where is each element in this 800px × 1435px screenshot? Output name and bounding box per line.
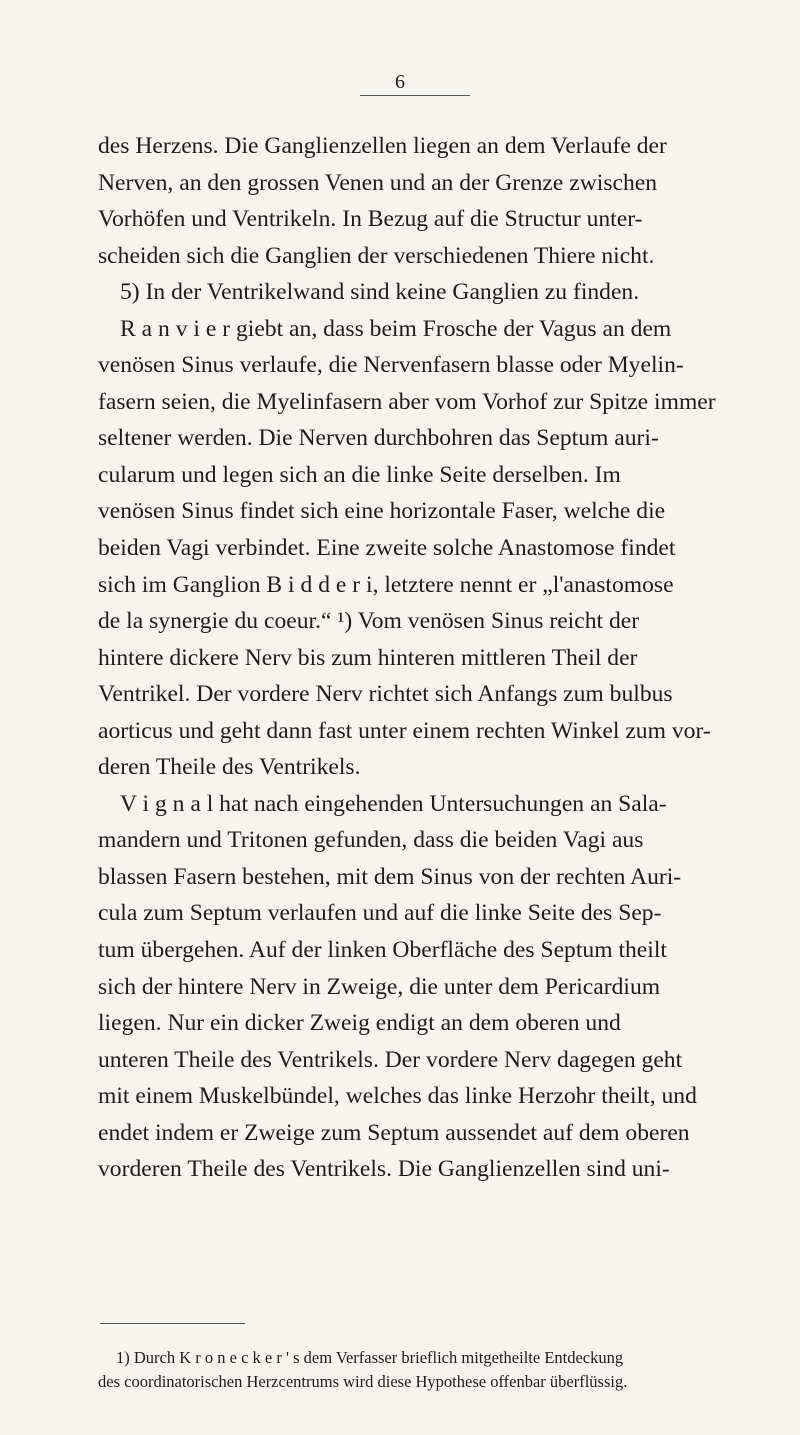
body-line: unteren Theile des Ventrikels. Der vordere Nerv dagegen geht bbox=[98, 1046, 683, 1073]
body-line: mit einem Muskelbündel, welches das linke Herzohr theilt, und bbox=[98, 1083, 697, 1110]
body-line: vorderen Theile des Ventrikels. Die Ganglienzellen sind uni- bbox=[98, 1156, 670, 1183]
body-line: fasern seien, die Myelinfasern aber vom Vorhof zur Spitze immer bbox=[98, 388, 716, 415]
footnote-rule bbox=[100, 1323, 245, 1324]
body-line: aorticus und geht dann fast unter einem rechten Winkel zum vor- bbox=[98, 717, 711, 744]
body-line: beiden Vagi verbindet. Eine zweite solche Anastomose findet bbox=[98, 535, 676, 562]
body-line: Vorhöfen und Ventrikeln. In Bezug auf die Structur unter- bbox=[98, 206, 643, 233]
footnotes bbox=[98, 1346, 788, 1393]
body-line: scheiden sich die Ganglien der verschiedenen Thiere nicht. bbox=[98, 242, 655, 269]
body-line: V i g n a l hat nach eingehenden Untersuchungen an Sala- bbox=[120, 790, 667, 817]
body-line: tum übergehen. Auf der linken Oberfläche des Septum theilt bbox=[98, 937, 667, 964]
body-line: deren Theile des Ventrikels. bbox=[98, 754, 361, 781]
body-line: Nerven, an den grossen Venen und an der Grenze zwischen bbox=[98, 169, 658, 196]
body-line: mandern und Tritonen gefunden, dass die beiden Vagi aus bbox=[98, 827, 644, 854]
body-line: seltener werden. Die Nerven durchbohren das Septum auri- bbox=[98, 425, 659, 452]
body-line: sich im Ganglion B i d d e r i, letztere nennt er „l'anastomose bbox=[98, 571, 674, 598]
body-line: endet indem er Zweige zum Septum aussendet auf dem oberen bbox=[98, 1119, 690, 1146]
page-number: 6 bbox=[395, 71, 405, 93]
body-line: liegen. Nur ein dicker Zweig endigt an dem oberen und bbox=[98, 1010, 621, 1037]
body-line: hintere dickere Nerv bis zum hinteren mittleren Theil der bbox=[98, 644, 638, 671]
body-line: des Herzens. Die Ganglienzellen liegen an dem Verlaufe der bbox=[98, 133, 667, 159]
body-line: Ventrikel. Der vordere Nerv richtet sich Anfangs zum bulbus bbox=[98, 681, 673, 708]
body-line: venösen Sinus findet sich eine horizontale Faser, welche die bbox=[98, 498, 666, 525]
body-line: cula zum Septum verlaufen und auf die linke Seite des Sep- bbox=[98, 900, 662, 927]
footnote-line: 1) Durch K r o n e c k e r ' s dem Verfasser brieflich mitgetheilte Entdeckung bbox=[116, 1348, 624, 1367]
body-line: de la synergie du coeur.“ ¹) Vom venösen Sinus reicht der bbox=[98, 608, 640, 635]
body-line: blassen Fasern bestehen, mit dem Sinus von der rechten Auri- bbox=[98, 863, 682, 890]
body-line: R a n v i e r giebt an, dass beim Frosche der Vagus an dem bbox=[120, 315, 672, 342]
header-rule bbox=[360, 95, 470, 96]
body-line: cularum und legen sich an die linke Seite derselben. Im bbox=[98, 461, 621, 488]
body-line: venösen Sinus verlaufe, die Nervenfasern blasse oder Myelin- bbox=[98, 352, 684, 379]
footnote-line: des coordinatorischen Herzcentrums wird diese Hypothese offenbar überflüssig. bbox=[98, 1371, 628, 1391]
body-line: 5) In der Ventrikelwand sind keine Ganglien zu finden. bbox=[120, 279, 640, 306]
body-text bbox=[98, 128, 788, 1188]
body-line: sich der hintere Nerv in Zweige, die unter dem Pericardium bbox=[98, 973, 661, 1000]
